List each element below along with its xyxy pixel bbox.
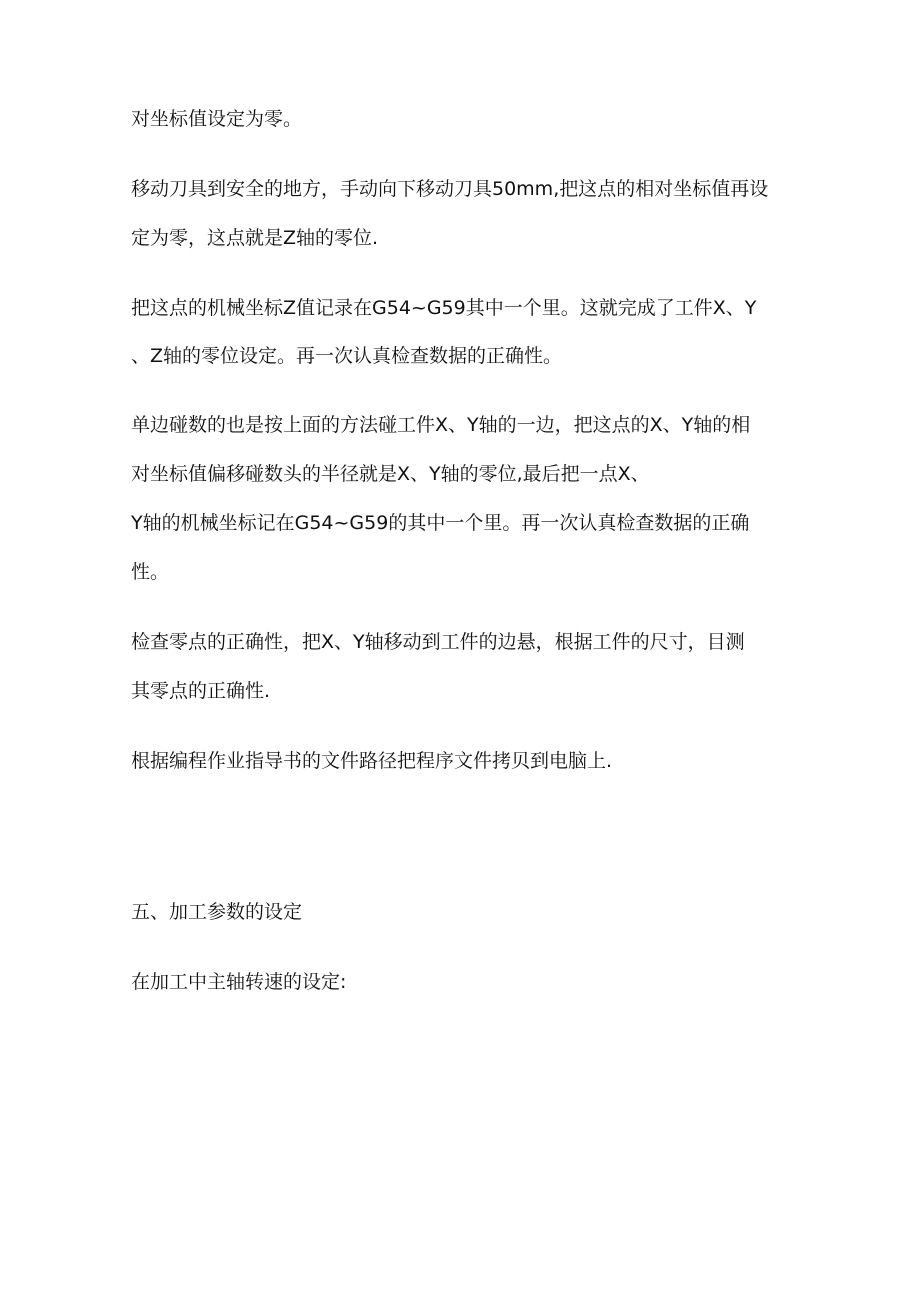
text-line: 定为零，这点就是Z轴的零位. <box>131 227 379 249</box>
section-heading: 五、加工参数的设定 <box>131 901 303 923</box>
text-line: 、Z轴的零位设定。再一次认真检查数据的正确性。 <box>131 345 563 367</box>
text-line: 把这点的机械坐标Z值记录在G54~G59其中一个里。这就完成了工件X、Y <box>131 297 757 319</box>
text-line: 其零点的正确性. <box>131 680 271 702</box>
text-line: 单边碰数的也是按上面的方法碰工件X、Y轴的一边，把这点的X、Y轴的相 <box>131 414 751 436</box>
text-line: 在加工中主轴转速的设定: <box>131 971 347 993</box>
text-line: 检查零点的正确性，把X、Y轴移动到工件的边悬，根据工件的尺寸，目测 <box>131 631 745 653</box>
text-line: 对坐标值设定为零。 <box>131 108 303 130</box>
text-line: 性。 <box>131 561 170 583</box>
text-line: 移动刀具到安全的地方，手动向下移动刀具50mm,把这点的相对坐标值再设 <box>131 178 769 200</box>
text-line: 根据编程作业指导书的文件路径把程序文件拷贝到电脑上. <box>131 750 613 772</box>
text-line: 对坐标值偏移碰数头的半径就是X、Y轴的零位,最后把一点X、 <box>131 463 650 485</box>
text-line: Y轴的机械坐标记在G54~G59的其中一个里。再一次认真检查数据的正确 <box>131 512 750 534</box>
